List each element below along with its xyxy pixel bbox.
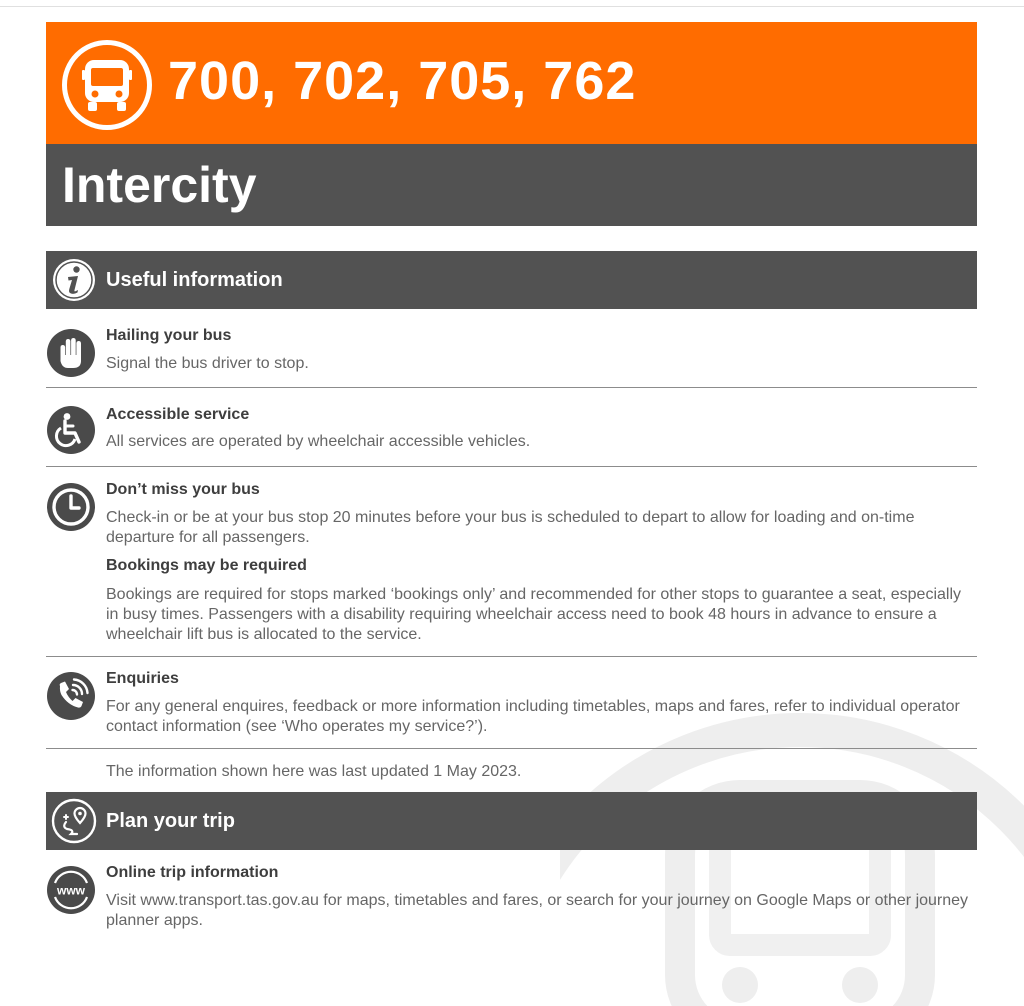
divider bbox=[46, 656, 977, 657]
divider bbox=[46, 387, 977, 388]
info-icon bbox=[51, 257, 97, 303]
divider bbox=[46, 748, 977, 749]
clock-icon bbox=[46, 482, 96, 532]
region-banner bbox=[46, 144, 977, 226]
map-pin-icon bbox=[51, 798, 97, 844]
bookings-title: Bookings may be required bbox=[106, 557, 307, 574]
hailing-title: Hailing your bus bbox=[106, 327, 232, 344]
divider bbox=[46, 466, 977, 467]
bookings-text: Bookings are required for stops marked ‘bookings only’ and recommended for other stops to guarantee a seat, especially in busy times. Passengers with a disability requiring wheelchair access need to book 48 hours in advance to ensure a wheelchair lift bus is allocated to the service. bbox=[106, 586, 961, 643]
accessible-title: Accessible service bbox=[106, 406, 250, 423]
www-label: www bbox=[56, 883, 86, 898]
route-banner bbox=[46, 22, 977, 144]
enquiries-title: Enquiries bbox=[106, 670, 179, 687]
useful-information-title: Useful information bbox=[106, 269, 283, 291]
hailing-text: Signal the bus driver to stop. bbox=[106, 355, 309, 372]
last-updated-note: The information shown here was last updated 1 May 2023. bbox=[106, 763, 522, 780]
wheelchair-icon bbox=[46, 405, 96, 455]
bus-icon bbox=[62, 40, 152, 130]
dont-miss-item bbox=[46, 479, 977, 649]
online-trip-item bbox=[46, 862, 977, 938]
dont-miss-title: Don’t miss your bus bbox=[106, 481, 260, 498]
enquiries-text: For any general enquires, feedback or more information including timetables, maps and fares, refer to individual operator contact information (see ‘Who operates my service?’). bbox=[106, 698, 960, 735]
phone-icon bbox=[46, 671, 96, 721]
bus-watermark-icon bbox=[560, 700, 1024, 1006]
dont-miss-text: Check-in or be at your bus stop 20 minutes before your bus is scheduled to depart to allow for loading and on-time departure for all passengers. bbox=[106, 509, 915, 546]
plan-your-trip-header bbox=[46, 792, 977, 850]
hand-stop-icon bbox=[46, 328, 96, 378]
route-numbers: 700, 702, 705, 762 bbox=[168, 51, 637, 111]
region-title: Intercity bbox=[62, 157, 257, 213]
www-globe-icon bbox=[46, 865, 96, 915]
online-trip-text: Visit www.transport.tas.gov.au for maps, timetables and fares, or search for your journey on Google Maps or other journey planner apps. bbox=[106, 892, 969, 929]
online-trip-title: Online trip information bbox=[106, 864, 279, 881]
plan-your-trip-title: Plan your trip bbox=[106, 810, 235, 832]
top-rule bbox=[0, 6, 1024, 7]
accessible-item bbox=[46, 403, 977, 461]
hailing-item bbox=[46, 324, 977, 384]
useful-information-header bbox=[46, 251, 977, 309]
accessible-text: All services are operated by wheelchair accessible vehicles. bbox=[106, 433, 531, 450]
enquiries-item bbox=[46, 668, 977, 744]
